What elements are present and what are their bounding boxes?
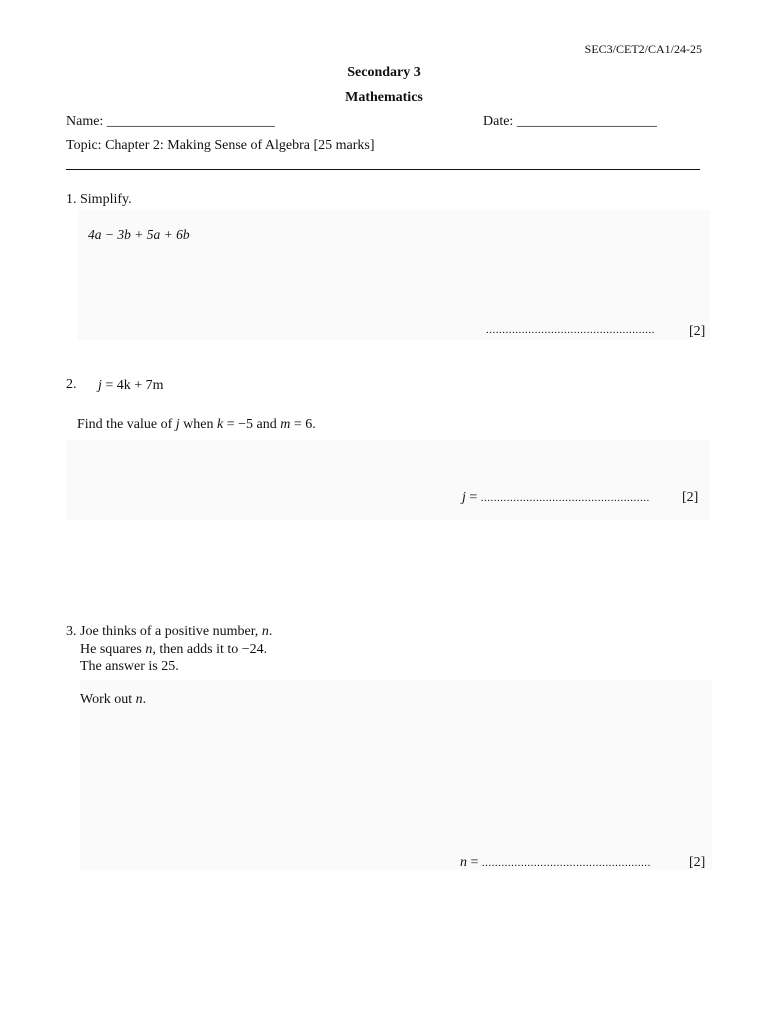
q3-line1-var: n [261, 624, 269, 639]
q2-equation-var: j [98, 378, 102, 393]
q2-answer-line[interactable] [462, 490, 650, 506]
q2-find-mid1: when [179, 417, 217, 432]
q3-line4-end: . [142, 692, 147, 707]
q3-line1-end: . [268, 624, 273, 639]
subject-title: Mathematics [345, 90, 423, 105]
date-field[interactable]: Date: ____________________ [483, 114, 657, 129]
q1-prompt [66, 192, 132, 208]
q3-line4-pre: Work out [80, 692, 136, 707]
q1-answer-line[interactable]: .................................................... [486, 324, 655, 336]
q1-expression: 4a − 3b + 5a + 6b [88, 227, 190, 242]
q3-answer-var: n [460, 855, 467, 870]
q2-find-text [77, 417, 316, 433]
q3-line2 [80, 642, 267, 658]
q1-prompt-text: Simplify. [80, 192, 132, 207]
q2-answer-eq: = [465, 490, 481, 505]
q2-find-end: = 6. [290, 417, 316, 432]
q3-line2-var: n [145, 642, 153, 657]
q3-line1-text: Joe thinks of a positive number, [76, 624, 262, 639]
q3-line3: The answer is 25. [80, 659, 179, 674]
q2-equation-rest: = 4k + 7m [101, 378, 164, 393]
q1-marks: [2] [689, 324, 706, 339]
q2-equation [98, 378, 164, 394]
q2-find-mid2: = −5 and [223, 417, 281, 432]
q3-line4-var: n [135, 692, 143, 707]
q2-number: 2. [66, 377, 77, 392]
q3-line2-pre: He squares [80, 642, 146, 657]
q2-find-prefix: Find the value of [77, 417, 176, 432]
q3-line4 [80, 692, 146, 708]
q2-answer-var: j [462, 490, 466, 505]
q2-find-var-j: j [175, 417, 180, 432]
q3-marks: [2] [689, 855, 706, 870]
topic-line: Topic: Chapter 2: Making Sense of Algebra [25 marks] [66, 138, 375, 153]
q2-working-area [66, 440, 710, 520]
q2-find-var-m: m [280, 417, 291, 432]
q3-answer-line[interactable] [460, 855, 651, 871]
reference-code: SEC3/CET2/CA1/24-25 [584, 42, 702, 56]
q3-answer-eq: = [467, 855, 482, 870]
level-title: Secondary 3 [347, 65, 421, 80]
q2-answer-dots: .................................................... [480, 492, 650, 504]
header-divider [66, 169, 700, 170]
q3-answer-dots: .................................................... [481, 857, 651, 869]
q2-marks: [2] [682, 490, 699, 505]
q3-line1 [66, 624, 272, 640]
q3-line2-end: , then adds it to −24. [152, 642, 268, 657]
q1-number: 1. [66, 192, 77, 207]
q2-find-var-k: k [216, 417, 224, 432]
name-field[interactable]: Name: ________________________ [66, 114, 275, 129]
q3-working-area [80, 680, 712, 870]
q3-number: 3. [66, 624, 77, 639]
